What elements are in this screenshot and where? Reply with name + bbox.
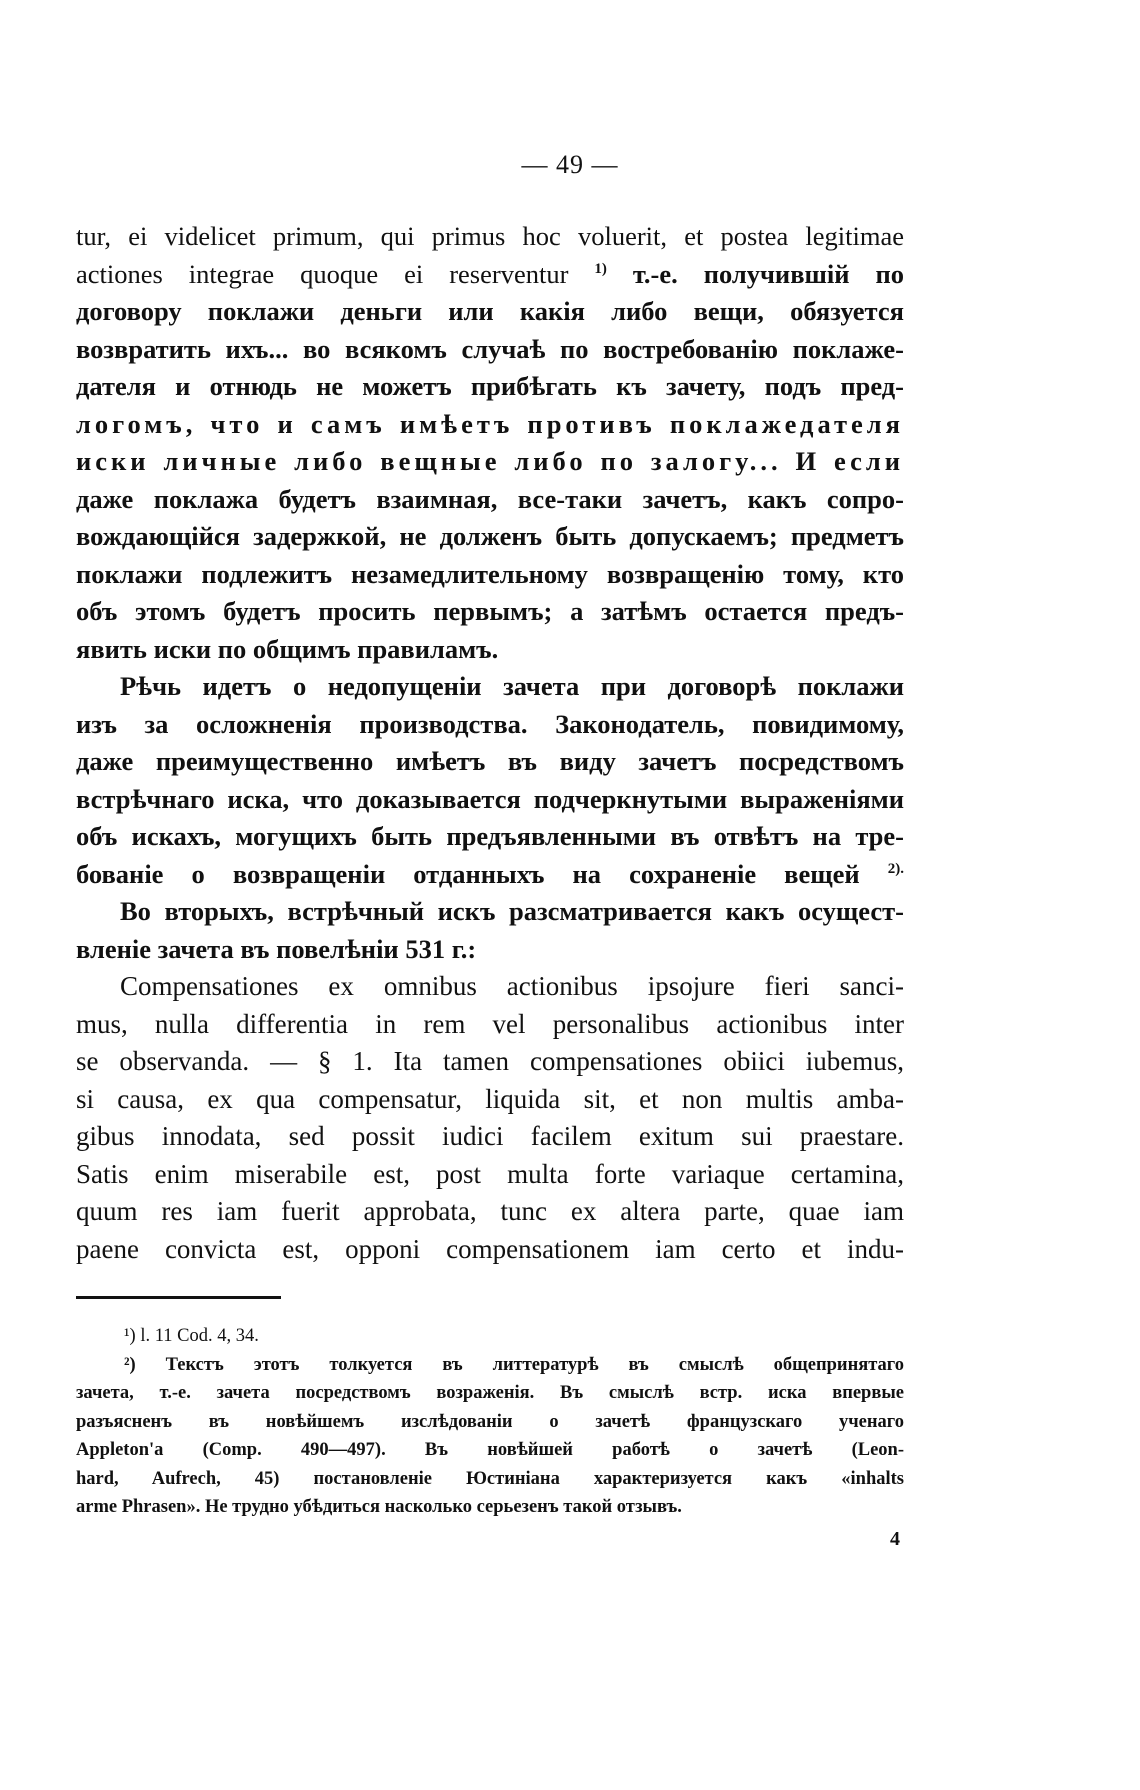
footnote-2-line: Appleton'a (Comp. 490—497). Въ новѣйшей работѣ о зачетѣ (Leon- [76, 1440, 904, 1460]
text-line: дателя и отнюдь не можетъ прибѣгать къ зачету, подъ пред- [76, 371, 904, 401]
text-line: se observanda. — § 1. Ita tamen compensationes obiici iubemus, [76, 1046, 904, 1076]
signature-mark: 4 [890, 1528, 900, 1550]
text-line: договору поклажи деньги или какія либо вещи, обязуется [76, 296, 904, 326]
text-line: Во вторыхъ, встрѣчный искъ разсматривается какъ осущест- [120, 896, 904, 926]
text-line: si causa, ex qua compensatur, liquida sit, et non multis amba- [76, 1083, 904, 1114]
text-line: gibus innodata, sed possit iudici facilem exitum sui praestare. [76, 1121, 904, 1151]
text-line: Compensationes ex omnibus actionibus ipsojure fieri sanci- [120, 971, 904, 1001]
text-line [76, 856, 904, 894]
text-line: иски личные либо вещные либо по залогу... И если [76, 446, 904, 476]
text-line: поклажи подлежитъ незамедлительному возвращенію тому, кто [76, 558, 904, 589]
footnote-2-line: зачета, т.-е. зачета посредствомъ возраженія. Въ смыслѣ встр. иска впервые [76, 1383, 904, 1403]
page-number: — 49 — [521, 150, 619, 179]
text-line: вленіе зачета въ повелѣніи 531 г.: [76, 933, 477, 964]
text-fragment: бованіе о возвращеніи отданныхъ на сохраненіе вещей [76, 858, 860, 889]
footnote-divider [76, 1296, 281, 1299]
text-line: возвратить ихъ... во всякомъ случаѣ по востребованію поклаже- [76, 333, 904, 364]
text-line: даже преимущественно имѣетъ въ виду зачетъ посредствомъ [76, 746, 904, 776]
text-fragment: т.-е. получившій по [632, 258, 905, 289]
text-line: mus, nulla differentia in rem vel personalibus actionibus inter [76, 1008, 904, 1039]
main-text [76, 218, 904, 1268]
text-line: объ искахъ, могущихъ быть предъявленными въ отвѣтъ на тре- [76, 821, 904, 851]
text-line: tur, ei videlicet primum, qui primus hoc voluerit, et postea legitimae [76, 221, 904, 251]
footnotes [76, 1322, 904, 1522]
text-line: Satis enim miserabile est, post multa forte variaque certamina, [76, 1158, 904, 1189]
text-line: встрѣчнаго иска, что доказывается подчеркнутыми выраженіями [76, 783, 904, 814]
text-line: paene convicta est, opponi compensationem iam certo et indu- [76, 1233, 904, 1264]
text-line: даже поклажа будетъ взаимная, все-таки зачетъ, какъ сопро- [76, 483, 904, 514]
text-line: изъ за осложненія производства. Законодатель, повидимому, [76, 708, 904, 739]
text-line [76, 256, 904, 294]
footnote-2-line: hard, Aufrech, 45) постановленіе Юстиніана характеризуется какъ «inhalts [76, 1468, 904, 1489]
text-line: Рѣчь идетъ о недопущеніи зачета при договорѣ поклажи [120, 671, 904, 701]
text-line: вождающійся задержкой, не долженъ быть допускаемъ; предметъ [76, 521, 904, 551]
text-line: явить иски по общимъ правиламъ. [76, 633, 499, 664]
footnote-2-line: разъясненъ въ новѣйшемъ изслѣдованіи о зачетѣ французскаго ученаго [76, 1411, 904, 1432]
footnote-2-line: arme Phrasen». Не трудно убѣдиться насколько серьезенъ такой отзывъ. [76, 1497, 682, 1517]
footnote-1: ¹) l. 11 Cod. 4, 34. [124, 1326, 259, 1346]
text-fragment: actiones integrae quoque ei reserventur [76, 258, 569, 289]
footnote-marker: 2). [887, 860, 904, 877]
text-line: объ этомъ будетъ просить первымъ; а затѣмъ остается предъ- [76, 596, 904, 626]
footnote-marker: 1) [594, 260, 607, 277]
text-line: логомъ, что и самъ имѣетъ противъ поклажедателя [76, 408, 904, 439]
text-line: quum res iam fuerit approbata, tunc ex altera parte, quae iam [76, 1196, 904, 1226]
footnote-2-line: ²) Текстъ этотъ толкуется въ литтературѣ въ смыслѣ общепринятаго [124, 1354, 904, 1375]
